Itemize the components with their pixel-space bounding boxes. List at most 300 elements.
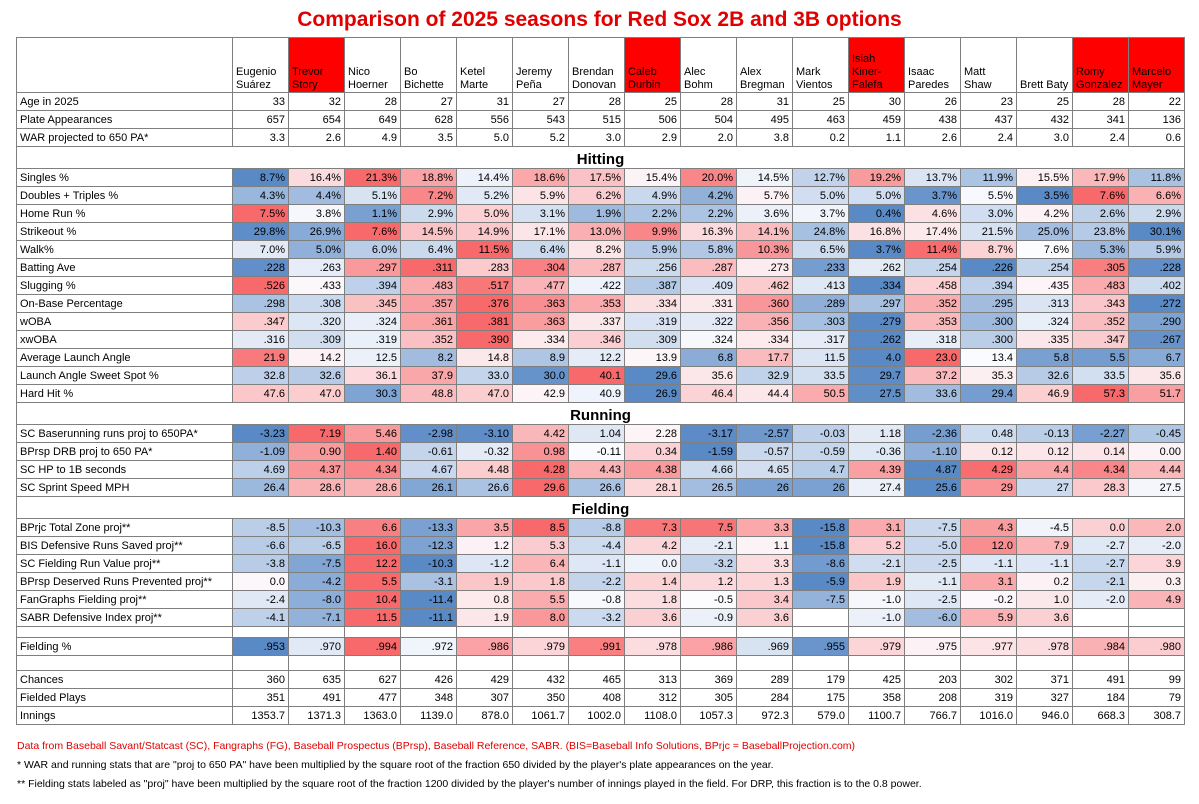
- stat-cell: 26.6: [457, 479, 513, 497]
- stat-cell: .311: [401, 259, 457, 277]
- stat-cell: .991: [569, 638, 625, 656]
- stat-cell: 14.5%: [401, 223, 457, 241]
- stat-cell: 0.2: [1017, 573, 1073, 591]
- stat-cell: .422: [569, 277, 625, 295]
- stat-cell: 766.7: [905, 707, 961, 725]
- stat-cell: 0.0: [625, 555, 681, 573]
- stat-cell: 369: [681, 671, 737, 689]
- stat-cell: 1.9: [457, 573, 513, 591]
- stat-label: xwOBA: [17, 331, 233, 349]
- stat-cell: .313: [1017, 295, 1073, 313]
- stat-cell: 327: [1017, 689, 1073, 707]
- stat-cell: 14.9%: [457, 223, 513, 241]
- stat-label: Innings: [17, 707, 233, 725]
- stat-cell: 29.7: [849, 367, 905, 385]
- stat-cell: 27: [513, 93, 569, 111]
- stat-cell: 4.65: [737, 461, 793, 479]
- stat-cell: 4.2: [625, 537, 681, 555]
- stat-cell: 3.7%: [905, 187, 961, 205]
- stat-cell: 11.4%: [905, 241, 961, 259]
- stat-row: [17, 223, 1185, 241]
- stat-cell: .331: [681, 295, 737, 313]
- stat-cell: .309: [625, 331, 681, 349]
- stat-cell: 1.8: [625, 591, 681, 609]
- stat-cell: -11.4: [401, 591, 457, 609]
- stat-cell: 4.2%: [1017, 205, 1073, 223]
- player-name-header: Marcelo Mayer: [1129, 38, 1185, 93]
- stat-cell: 4.3%: [233, 187, 289, 205]
- stat-cell: -3.8: [233, 555, 289, 573]
- stat-cell: 4.9%: [625, 187, 681, 205]
- stat-cell: 8.5: [513, 519, 569, 537]
- stat-cell: .289: [793, 295, 849, 313]
- stat-cell: -13.3: [401, 519, 457, 537]
- stat-cell: -2.57: [737, 425, 793, 443]
- stat-cell: .955: [793, 638, 849, 656]
- stat-label: SC Fielding Run Value proj**: [17, 555, 233, 573]
- stat-cell: 341: [1073, 111, 1129, 129]
- section-title: Fielding: [17, 497, 1185, 519]
- stat-cell: .953: [233, 638, 289, 656]
- stat-row: [17, 707, 1185, 725]
- stat-cell: 1100.7: [849, 707, 905, 725]
- stat-cell: 6.6: [345, 519, 401, 537]
- spacer-cell: [1129, 627, 1185, 638]
- stat-cell: 10.4: [345, 591, 401, 609]
- stat-cell: 26.9%: [289, 223, 345, 241]
- stat-cell: 1.9: [457, 609, 513, 627]
- stat-cell: 28.6: [289, 479, 345, 497]
- stat-cell: 13.0%: [569, 223, 625, 241]
- stat-cell: .334: [737, 331, 793, 349]
- stat-cell: 44.4: [737, 385, 793, 403]
- stat-cell: 28: [681, 93, 737, 111]
- stat-cell: 27.4: [849, 479, 905, 497]
- spacer-cell: [681, 656, 737, 671]
- stat-cell: .279: [849, 313, 905, 331]
- stat-cell: -2.7: [1073, 555, 1129, 573]
- stat-cell: 3.0%: [961, 205, 1017, 223]
- stat-label: BPrjc Total Zone proj**: [17, 519, 233, 537]
- stat-cell: 23.8%: [1073, 223, 1129, 241]
- stat-cell: -15.8: [793, 537, 849, 555]
- stat-cell: 27.5: [1129, 479, 1185, 497]
- stat-cell: 3.0: [1017, 129, 1073, 147]
- spacer-cell: [513, 627, 569, 638]
- stat-cell: 4.66: [681, 461, 737, 479]
- stat-cell: 668.3: [1073, 707, 1129, 725]
- stat-cell: 3.6: [737, 609, 793, 627]
- stat-cell: -1.1: [905, 573, 961, 591]
- stat-cell: .335: [1017, 331, 1073, 349]
- stat-row: [17, 129, 1185, 147]
- spacer-cell: [793, 656, 849, 671]
- section-header-row: [17, 403, 1185, 425]
- spacer-cell: [905, 627, 961, 638]
- stat-cell: 7.6%: [345, 223, 401, 241]
- stat-cell: 4.7: [793, 461, 849, 479]
- stat-cell: 465: [569, 671, 625, 689]
- stat-cell: 3.4: [737, 591, 793, 609]
- stat-cell: 1.2: [681, 573, 737, 591]
- stat-cell: .305: [1073, 259, 1129, 277]
- stat-cell: .352: [1073, 313, 1129, 331]
- stat-cell: .462: [737, 277, 793, 295]
- stat-row: [17, 425, 1185, 443]
- stat-cell: -0.2: [961, 591, 1017, 609]
- stat-cell: 17.4%: [905, 223, 961, 241]
- stat-cell: 2.4: [961, 129, 1017, 147]
- stat-cell: 350: [513, 689, 569, 707]
- stat-cell: -0.32: [457, 443, 513, 461]
- stat-cell: 313: [625, 671, 681, 689]
- stat-cell: 12.5: [345, 349, 401, 367]
- stat-cell: 28: [569, 93, 625, 111]
- stat-cell: -11.1: [401, 609, 457, 627]
- stat-cell: 5.2: [513, 129, 569, 147]
- stat-cell: -2.1: [681, 537, 737, 555]
- stat-cell: -0.45: [1129, 425, 1185, 443]
- stat-cell: 1.4: [625, 573, 681, 591]
- stat-row: [17, 169, 1185, 187]
- stat-cell: 4.39: [849, 461, 905, 479]
- stat-label: BIS Defensive Runs Saved proj**: [17, 537, 233, 555]
- stat-cell: 556: [457, 111, 513, 129]
- stat-cell: 477: [345, 689, 401, 707]
- stat-cell: 21.3%: [345, 169, 401, 187]
- table-body: [17, 38, 1185, 725]
- player-name-header: Bo Bichette: [401, 38, 457, 93]
- stat-cell: 28: [345, 93, 401, 111]
- stat-cell: 18.6%: [513, 169, 569, 187]
- spacer-cell: [1073, 627, 1129, 638]
- stat-cell: 2.28: [625, 425, 681, 443]
- stat-cell: 9.9%: [625, 223, 681, 241]
- stat-cell: 1.04: [569, 425, 625, 443]
- stat-cell: .363: [513, 313, 569, 331]
- stat-cell: 0.48: [961, 425, 1017, 443]
- stat-cell: -4.2: [289, 573, 345, 591]
- stat-cell: 40.9: [569, 385, 625, 403]
- stat-cell: 371: [1017, 671, 1073, 689]
- spacer-cell: [961, 656, 1017, 671]
- stat-label: Plate Appearances: [17, 111, 233, 129]
- stat-cell: 26.6: [569, 479, 625, 497]
- stat-cell: 348: [401, 689, 457, 707]
- stat-cell: 15.5%: [1017, 169, 1073, 187]
- stat-cell: 3.0: [569, 129, 625, 147]
- stat-cell: .984: [1073, 638, 1129, 656]
- stat-cell: .986: [457, 638, 513, 656]
- stat-cell: 3.7%: [793, 205, 849, 223]
- stat-row: [17, 479, 1185, 497]
- stat-cell: .324: [345, 313, 401, 331]
- stat-cell: 33.0: [457, 367, 513, 385]
- stat-cell: 21.5%: [961, 223, 1017, 241]
- stat-cell: 307: [457, 689, 513, 707]
- footnote-sources: Data from Baseball Savant/Statcast (SC), Fangraphs (FG), Baseball Prospectus (BPrsp), Baseball Reference, SABR. (BIS=Baseball Info Solutions, BPrjc = BaseballProjection.com): [17, 740, 856, 752]
- stat-cell: 5.8%: [681, 241, 737, 259]
- stat-cell: 543: [513, 111, 569, 129]
- stat-cell: -0.57: [737, 443, 793, 461]
- stat-cell: .309: [289, 331, 345, 349]
- spacer-cell: [17, 627, 233, 638]
- stat-cell: 20.0%: [681, 169, 737, 187]
- stat-cell: 32: [289, 93, 345, 111]
- stat-cell: 51.7: [1129, 385, 1185, 403]
- stat-cell: -2.1: [1073, 573, 1129, 591]
- stat-cell: [1129, 609, 1185, 627]
- stat-cell: .352: [401, 331, 457, 349]
- stat-cell: .334: [625, 295, 681, 313]
- stat-cell: .316: [233, 331, 289, 349]
- stat-cell: 40.1: [569, 367, 625, 385]
- stat-cell: 30.3: [345, 385, 401, 403]
- stat-cell: 48.8: [401, 385, 457, 403]
- stat-cell: 4.29: [961, 461, 1017, 479]
- stat-cell: 0.0: [233, 573, 289, 591]
- stat-cell: -2.27: [1073, 425, 1129, 443]
- footnote-war: * WAR and running stats that are "proj to 650 PA" have been multiplied by the square root of the fraction 650 divided by the player's plate appearances on the year.: [17, 759, 774, 771]
- player-name-header: Isaac Paredes: [905, 38, 961, 93]
- stat-row: [17, 93, 1185, 111]
- stat-cell: .273: [737, 259, 793, 277]
- stat-cell: 7.2%: [401, 187, 457, 205]
- stat-cell: 3.5%: [1017, 187, 1073, 205]
- stat-label: Home Run %: [17, 205, 233, 223]
- stat-cell: 1016.0: [961, 707, 1017, 725]
- stat-cell: -7.5: [905, 519, 961, 537]
- player-name-header: Brendan Donovan: [569, 38, 625, 93]
- stat-cell: 17.1%: [513, 223, 569, 241]
- stat-cell: .978: [1017, 638, 1073, 656]
- section-header-row: [17, 497, 1185, 519]
- stat-cell: 6.5%: [793, 241, 849, 259]
- stat-cell: 11.5: [345, 609, 401, 627]
- stat-cell: -1.1: [1017, 555, 1073, 573]
- stat-cell: 2.2%: [681, 205, 737, 223]
- stat-cell: 4.34: [345, 461, 401, 479]
- stat-label: Walk%: [17, 241, 233, 259]
- stat-row: [17, 443, 1185, 461]
- spacer-cell: [289, 627, 345, 638]
- stat-row: [17, 367, 1185, 385]
- stat-cell: -2.2: [569, 573, 625, 591]
- stat-cell: 29: [961, 479, 1017, 497]
- stat-cell: 1061.7: [513, 707, 569, 725]
- stat-cell: 878.0: [457, 707, 513, 725]
- stat-cell: .297: [345, 259, 401, 277]
- header-row: [17, 38, 1185, 93]
- stat-cell: 438: [905, 111, 961, 129]
- stat-cell: 32.6: [289, 367, 345, 385]
- stat-cell: 5.9: [961, 609, 1017, 627]
- stat-cell: 12.0: [961, 537, 1017, 555]
- stat-cell: 30: [849, 93, 905, 111]
- stat-cell: 1.2: [457, 537, 513, 555]
- stat-cell: 24.8%: [793, 223, 849, 241]
- player-name-header: Trevor Story: [289, 38, 345, 93]
- stat-label: Slugging %: [17, 277, 233, 295]
- stat-cell: 432: [1017, 111, 1073, 129]
- stat-cell: .360: [737, 295, 793, 313]
- page-title: Comparison of 2025 seasons for Red Sox 2B and 3B options: [297, 8, 902, 31]
- stat-cell: -0.11: [569, 443, 625, 461]
- spacer-cell: [1017, 656, 1073, 671]
- spacer-cell: [233, 627, 289, 638]
- stat-cell: 184: [1073, 689, 1129, 707]
- stat-cell: 1363.0: [345, 707, 401, 725]
- stat-row: [17, 671, 1185, 689]
- stat-cell: 21.9: [233, 349, 289, 367]
- stat-cell: -0.36: [849, 443, 905, 461]
- stat-cell: 30.0: [513, 367, 569, 385]
- stat-cell: 31: [457, 93, 513, 111]
- stat-cell: -3.10: [457, 425, 513, 443]
- stat-cell: .322: [681, 313, 737, 331]
- stat-cell: 29.6: [513, 479, 569, 497]
- stat-cell: 79: [1129, 689, 1185, 707]
- stat-cell: 1.1: [849, 129, 905, 147]
- stat-cell: 12.2: [569, 349, 625, 367]
- stat-cell: 99: [1129, 671, 1185, 689]
- stat-cell: 19.2%: [849, 169, 905, 187]
- stat-cell: 35.6: [1129, 367, 1185, 385]
- stat-label: Chances: [17, 671, 233, 689]
- stat-cell: 1371.3: [289, 707, 345, 725]
- stat-cell: 3.3: [737, 519, 793, 537]
- stat-cell: 5.9%: [513, 187, 569, 205]
- stat-cell: 7.3: [625, 519, 681, 537]
- stat-cell: -4.5: [1017, 519, 1073, 537]
- stat-cell: -7.1: [289, 609, 345, 627]
- player-name-header: Alec Bohm: [681, 38, 737, 93]
- stat-cell: -4.1: [233, 609, 289, 627]
- player-name-header: Nico Hoerner: [345, 38, 401, 93]
- stat-cell: 30.1%: [1129, 223, 1185, 241]
- stat-cell: 6.7: [1129, 349, 1185, 367]
- stat-cell: 515: [569, 111, 625, 129]
- spacer-cell: [793, 627, 849, 638]
- stat-cell: 1057.3: [681, 707, 737, 725]
- stat-row: [17, 295, 1185, 313]
- stat-cell: 3.1%: [513, 205, 569, 223]
- stat-cell: -5.0: [905, 537, 961, 555]
- stat-cell: -2.98: [401, 425, 457, 443]
- stat-cell: -0.03: [793, 425, 849, 443]
- stat-cell: 657: [233, 111, 289, 129]
- stat-label: wOBA: [17, 313, 233, 331]
- spacer-cell: [625, 627, 681, 638]
- header-blank-cell: [17, 38, 233, 93]
- stat-cell: 5.7%: [737, 187, 793, 205]
- stat-cell: .394: [345, 277, 401, 295]
- stat-row: [17, 519, 1185, 537]
- stat-cell: -10.3: [289, 519, 345, 537]
- stat-cell: 37.2: [905, 367, 961, 385]
- stat-cell: 1.9: [849, 573, 905, 591]
- stat-cell: .319: [345, 331, 401, 349]
- stat-cell: 4.9: [1129, 591, 1185, 609]
- stat-cell: 5.9%: [625, 241, 681, 259]
- stat-cell: .994: [345, 638, 401, 656]
- stat-cell: 3.1: [961, 573, 1017, 591]
- stat-label: SC Baserunning runs proj to 650PA*: [17, 425, 233, 443]
- stat-cell: 33.5: [1073, 367, 1129, 385]
- stat-cell: .256: [625, 259, 681, 277]
- stat-cell: .347: [233, 313, 289, 331]
- stat-cell: 5.3: [513, 537, 569, 555]
- stat-cell: .376: [457, 295, 513, 313]
- stat-cell: 33.6: [905, 385, 961, 403]
- stat-cell: -6.0: [905, 609, 961, 627]
- stat-cell: 5.1%: [345, 187, 401, 205]
- stat-row: [17, 313, 1185, 331]
- stat-cell: 2.0: [681, 129, 737, 147]
- spacer-cell: [1017, 627, 1073, 638]
- stat-cell: 6.0%: [345, 241, 401, 259]
- section-header-row: [17, 147, 1185, 169]
- stat-cell: 0.4%: [849, 205, 905, 223]
- stat-cell: -8.0: [289, 591, 345, 609]
- stat-cell: 302: [961, 671, 1017, 689]
- stat-cell: 432: [513, 671, 569, 689]
- stat-cell: 5.0%: [849, 187, 905, 205]
- stat-cell: 10.3%: [737, 241, 793, 259]
- stat-cell: 1353.7: [233, 707, 289, 725]
- stat-cell: 459: [849, 111, 905, 129]
- stat-row: [17, 205, 1185, 223]
- stat-cell: 6.2%: [569, 187, 625, 205]
- stat-cell: 463: [793, 111, 849, 129]
- stat-cell: 5.5: [1073, 349, 1129, 367]
- stat-cell: 4.2%: [681, 187, 737, 205]
- stat-cell: 4.28: [513, 461, 569, 479]
- stat-cell: .483: [1073, 277, 1129, 295]
- spacer-cell: [1129, 656, 1185, 671]
- stat-cell: 11.9%: [961, 169, 1017, 187]
- stat-cell: 22: [1129, 93, 1185, 111]
- stat-cell: -2.5: [905, 555, 961, 573]
- stat-row: [17, 385, 1185, 403]
- stat-cell: 627: [345, 671, 401, 689]
- stat-cell: 47.0: [457, 385, 513, 403]
- stat-cell: .980: [1129, 638, 1185, 656]
- stat-cell: 4.4%: [289, 187, 345, 205]
- stat-cell: 57.3: [1073, 385, 1129, 403]
- stat-cell: 4.38: [625, 461, 681, 479]
- stat-label: BPrsp Deserved Runs Prevented proj**: [17, 573, 233, 591]
- stat-cell: -10.3: [401, 555, 457, 573]
- stat-cell: 35.3: [961, 367, 1017, 385]
- stat-cell: 4.48: [457, 461, 513, 479]
- spacer-row: [17, 627, 1185, 638]
- stat-cell: 628: [401, 111, 457, 129]
- stat-cell: 425: [849, 671, 905, 689]
- stat-cell: 7.6%: [1017, 241, 1073, 259]
- spacer-cell: [401, 627, 457, 638]
- stat-cell: 284: [737, 689, 793, 707]
- stat-cell: 351: [233, 689, 289, 707]
- stat-row: [17, 638, 1185, 656]
- stat-label: SC HP to 1B seconds: [17, 461, 233, 479]
- stat-cell: 1.8: [513, 573, 569, 591]
- stat-cell: .969: [737, 638, 793, 656]
- stat-cell: -0.59: [793, 443, 849, 461]
- stat-cell: -3.23: [233, 425, 289, 443]
- stat-cell: 3.6: [1017, 609, 1073, 627]
- stat-cell: .262: [849, 331, 905, 349]
